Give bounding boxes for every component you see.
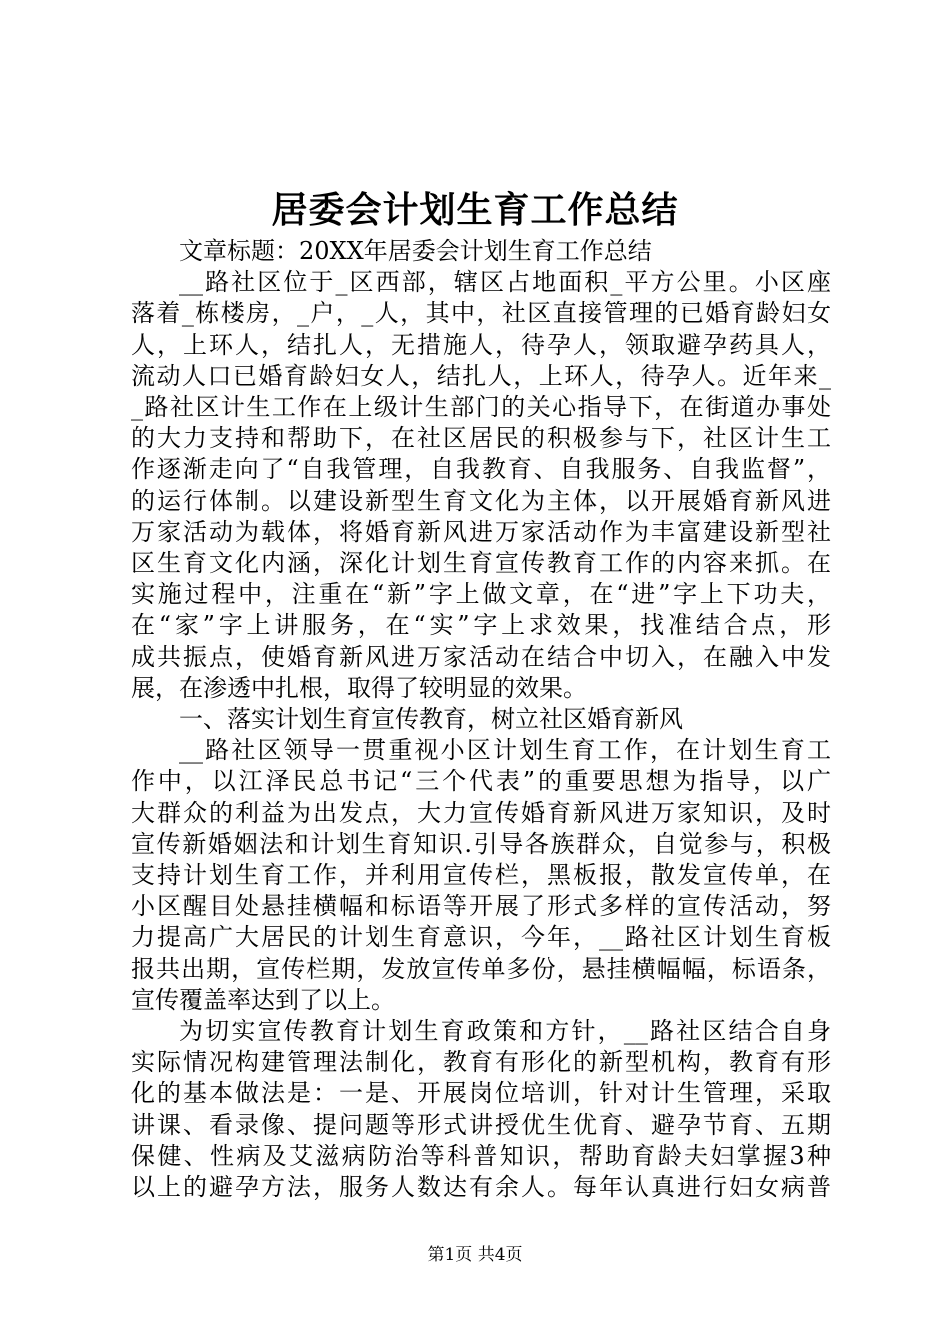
- text-line: 实施过程中，注重在“新”字上做文章，在“进”字上下功夫，: [131, 580, 831, 609]
- text-line: __路社区位于_区西部，辖区占地面积_平方公里。小区座: [179, 268, 831, 297]
- text-line: 作中，以江泽民总书记“三个代表”的重要思想为指导，以广: [131, 767, 831, 796]
- text-line: 落着_栋楼房，_户，_人，其中，社区直接管理的已婚育龄妇女: [131, 299, 831, 328]
- text-line: __路社区领导一贯重视小区计划生育工作，在计划生育工: [179, 736, 831, 765]
- text-line: 为切实宣传教育计划生育政策和方针，__路社区结合自身: [179, 1017, 831, 1046]
- text-line: 成共振点，使婚育新风进万家活动在结合中切入，在融入中发: [131, 642, 831, 671]
- text-line: 保健、性病及艾滋病防治等科普知识，帮助育龄夫妇掌握3种: [131, 1141, 831, 1170]
- text-line: _路社区计生工作在上级计生部门的关心指导下，在街道办事处: [131, 393, 831, 422]
- page-footer: 第1页 共4页: [427, 1245, 523, 1265]
- text-line: 以上的避孕方法，服务人数达有余人。每年认真进行妇女病普: [131, 1173, 831, 1202]
- text-line: 宣传新婚姻法和计划生育知识.引导各族群众，自觉参与，积极: [131, 829, 831, 858]
- text-line: 支持计划生育工作，并利用宣传栏，黑板报，散发宣传单，在: [131, 861, 831, 890]
- text-line: 万家活动为载体，将婚育新风进万家活动作为丰富建设新型社: [131, 517, 831, 546]
- text-line: 文章标题：20XX年居委会计划生育工作总结: [179, 237, 652, 265]
- text-line: 宣传覆盖率达到了以上。: [131, 985, 395, 1014]
- text-line: 的大力支持和帮助下，在社区居民的积极参与下，社区计生工: [131, 424, 831, 453]
- text-line: 区生育文化内涵，深化计划生育宣传教育工作的内容来抓。在: [131, 549, 831, 578]
- text-line: 一、落实计划生育宣传教育，树立社区婚育新风: [179, 705, 683, 734]
- text-line: 作逐渐走向了“自我管理，自我教育、自我服务、自我监督”，: [131, 455, 831, 484]
- text-line: 在“家”字上讲服务，在“实”字上求效果，找准结合点，形: [131, 611, 831, 640]
- text-line: 流动人口已婚育龄妇女人，结扎人，上环人，待孕人。近年来_: [131, 361, 831, 390]
- text-line: 大群众的利益为出发点，大力宣传婚育新风进万家知识，及时: [131, 798, 831, 827]
- text-line: 化的基本做法是：一是、开展岗位培训，针对计生管理，采取: [131, 1079, 831, 1108]
- text-line: 讲课、看录像、提问题等形式讲授优生优育、避孕节育、五期: [131, 1110, 831, 1139]
- text-line: 人，上环人，结扎人，无措施人，待孕人，领取避孕药具人，: [131, 330, 831, 359]
- text-line: 小区醒目处悬挂横幅和标语等开展了形式多样的宣传活动，努: [131, 892, 831, 921]
- text-line: 实际情况构建管理法制化，教育有形化的新型机构，教育有形: [131, 1048, 831, 1077]
- text-line: 展，在渗透中扎根，取得了较明显的效果。: [131, 673, 587, 702]
- document-body: [131, 236, 831, 1203]
- document-title: 居委会计划生育工作总结: [271, 189, 679, 231]
- text-line: 的运行体制。以建设新型生育文化为主体，以开展婚育新风进: [131, 486, 831, 515]
- text-line: 报共出期，宣传栏期，发放宣传单多份，悬挂横幅幅，标语条，: [131, 954, 831, 983]
- text-line: 力提高广大居民的计划生育意识，今年，__路社区计划生育板: [131, 923, 831, 952]
